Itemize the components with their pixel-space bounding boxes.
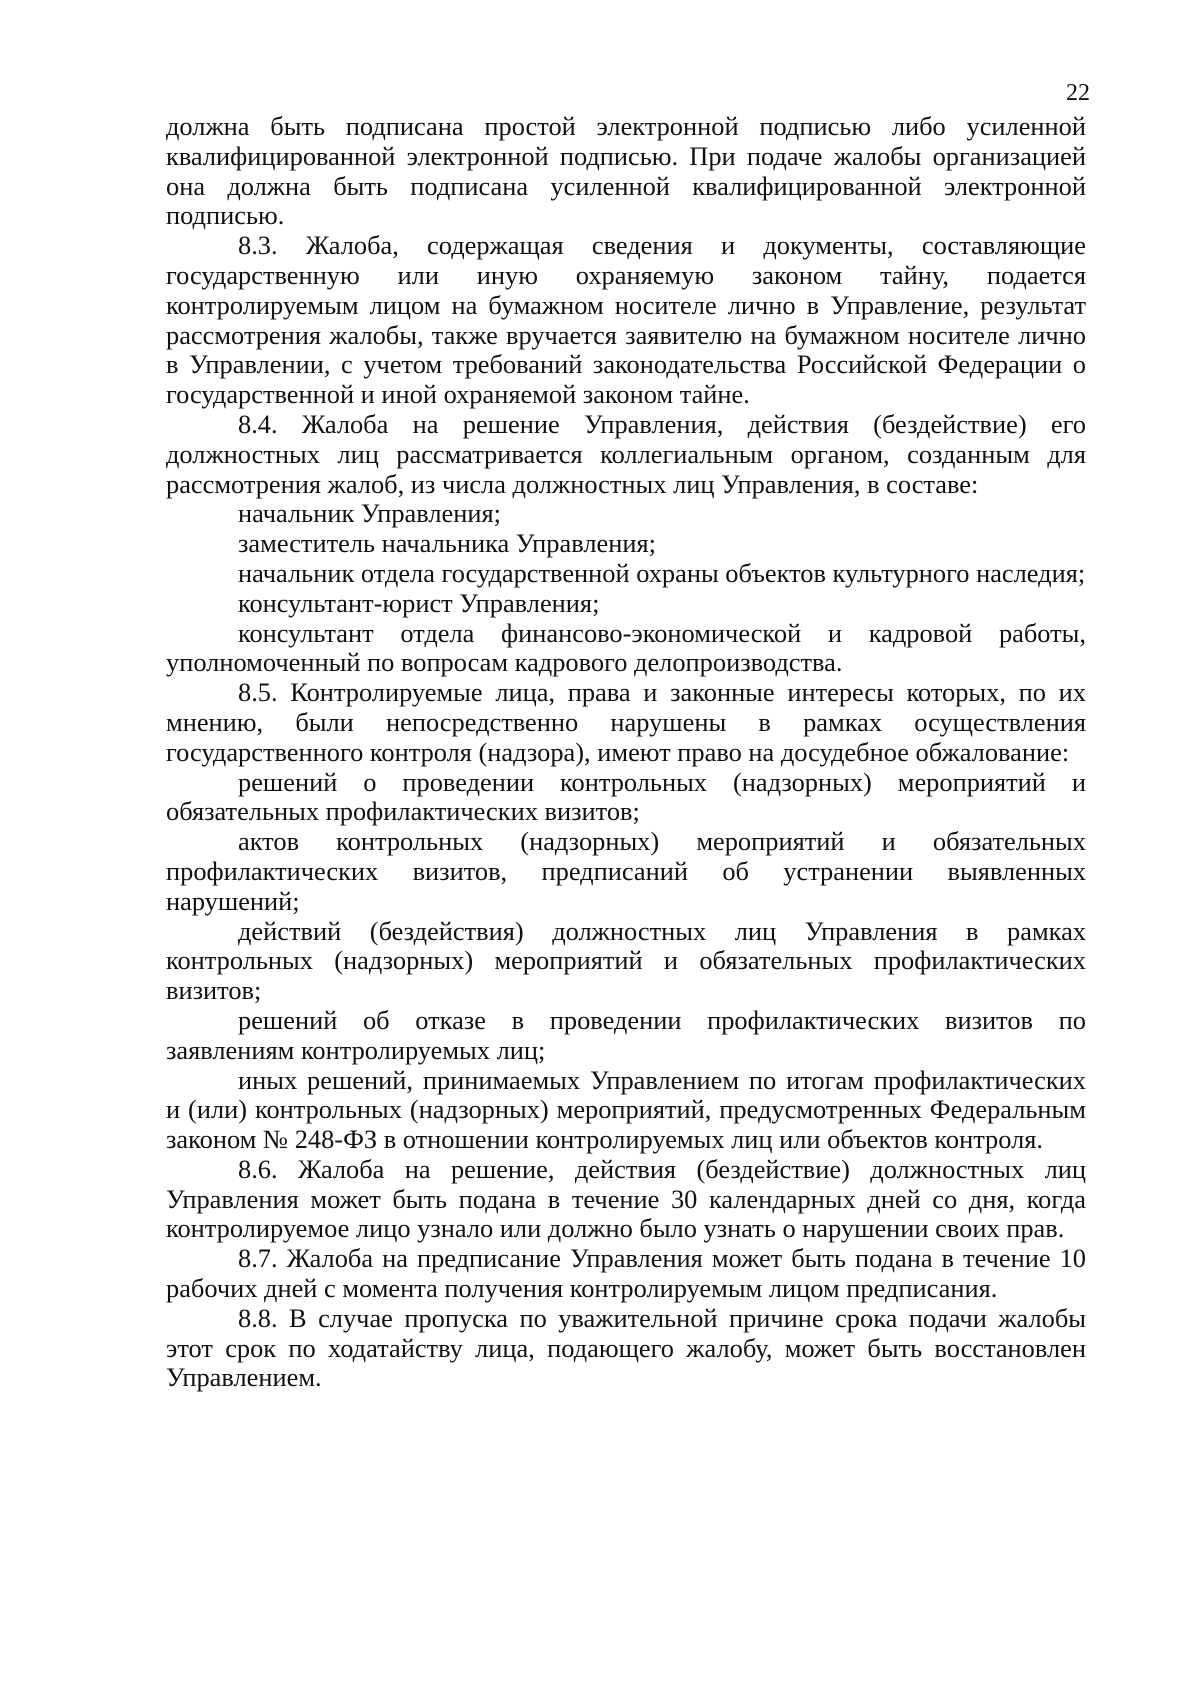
paragraph: 8.7. Жалоба на предписание Управления может быть подана в течение 10 рабочих дней с момента получения контролируемым лицом предписания. — [166, 1243, 1086, 1304]
paragraph: иных решений, принимаемых Управлением по итогам профилактических и (или) контрольных (надзорных) мероприятий, предусмотренных Федеральным законом № 248-ФЗ в отношении контролируемых лиц или объектов контроля. — [166, 1064, 1086, 1155]
paragraph: консультант отдела финансово-экономической и кадровой работы, уполномоченный по вопросам кадрового делопроизводства. — [166, 617, 1086, 678]
paragraph: решений об отказе в проведении профилактических визитов по заявлениям контролируемых лиц; — [166, 1004, 1086, 1065]
paragraph: 8.6. Жалоба на решение, действия (бездействие) должностных лиц Управления может быть подана в течение 30 календарных дней со дня, когда контролируемое лицо узнало или должно было узнать о нарушении своих прав. — [166, 1153, 1086, 1244]
paragraph: начальник отдела государственной охраны объектов культурного наследия; — [238, 557, 1086, 588]
paragraph: действий (бездействия) должностных лиц Управления в рамках контрольных (надзорных) мероприятий и обязательных профилактических визитов; — [166, 915, 1086, 1006]
paragraph: заместитель начальника Управления; — [238, 528, 656, 559]
paragraph: 8.3. Жалоба, содержащая сведения и документы, составляющие государственную или иную охраняемую законом тайну, подается контролируемым лицом на бумажном носителе лично в Управление, результат рассмотрения жалобы, также вручается заявителю на бумажном носителе лично в Управлении, с учетом требований законодательства Российской Федерации о государственной и иной охраняемой законом тайне. — [166, 230, 1086, 410]
paragraph: актов контрольных (надзорных) мероприятий и обязательных профилактических визитов, предписаний об устранении выявленных нарушений; — [166, 826, 1086, 916]
page-number: 22 — [1066, 80, 1090, 106]
paragraph: начальник Управления; — [238, 498, 501, 529]
paragraph: решений о проведении контрольных (надзорных) мероприятий и обязательных профилактических визитов; — [166, 766, 1086, 827]
paragraph: 8.5. Контролируемые лица, права и законные интересы которых, по их мнению, были непосредственно нарушены в рамках осуществления государственного контроля (надзора), имеют право на досудебное обжалование: — [166, 677, 1086, 767]
paragraph: 8.8. В случае пропуска по уважительной причине срока подачи жалобы этот срок по ходатайству лица, подающего жалобу, может быть восстановлен Управлением. — [166, 1302, 1086, 1393]
paragraph: должна быть подписана простой электронной подписью либо усиленной квалифицированной электронной подписью. При подаче жалобы организацией она должна быть подписана усиленной квалифицированной электронной подписью. — [166, 111, 1086, 231]
document-body — [166, 112, 1086, 1393]
paragraph: консультант-юрист Управления; — [238, 587, 600, 618]
paragraph: 8.4. Жалоба на решение Управления, действия (бездействие) его должностных лиц рассматривается коллегиальным органом, созданным для рассмотрения жалоб, из числа должностных лиц Управления, в составе: — [166, 408, 1086, 499]
